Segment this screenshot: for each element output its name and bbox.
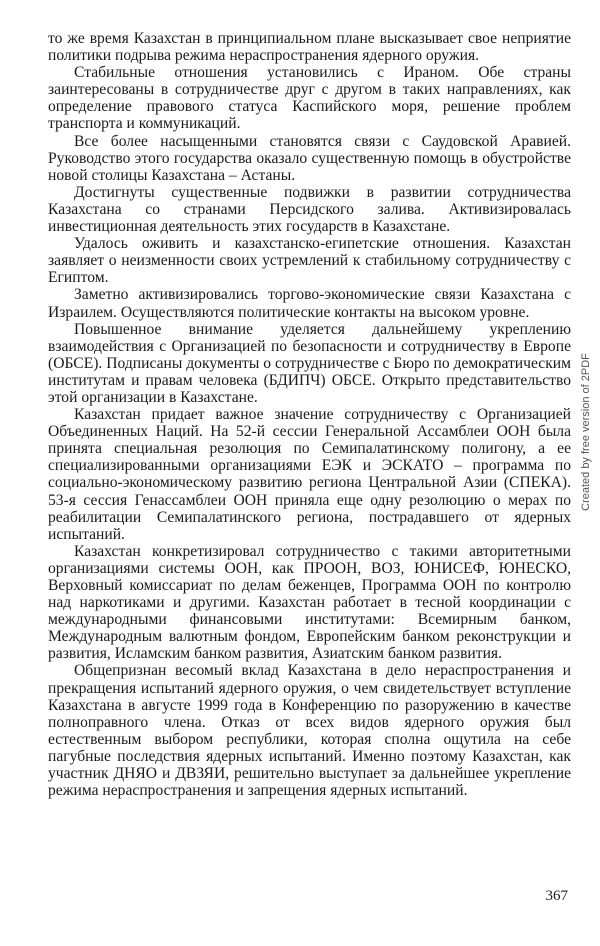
- paragraph: Общепризнан весомый вклад Казахстана в дело нераспространения и прекращения испытаний ядерного оружия, о чем свидетельствует вступление Казахстана в августе 1999 года в Конференцию по разоружению в качестве полноправного члена. Отказ от всех видов ядерного оружия был естественным выбором республики, которая сполна ощутила на себе пагубные последствия ядерных испытаний. Именно поэтому Казахстан, как участник ДНЯО и ДВЗЯИ, решительно выступает за дальнейшее укрепление режима нераспространения и запрещения ядерных испытаний.: [48, 662, 571, 800]
- paragraph: Все более насыщенными становятся связи с Саудовской Аравией. Руководство этого государства оказало существенную помощь в обустройстве новой столицы Казахстана – Астаны.: [48, 132, 571, 184]
- watermark-text: Created by free version of 2PDF: [580, 353, 592, 511]
- paragraph: Достигнуты существенные подвижки в развитии сотрудничества Казахстана со странами Персидского залива. Активизировалась инвестиционная деятельность этих государств в Казахстане.: [48, 183, 571, 236]
- page-number: 367: [545, 888, 568, 904]
- paragraph: Повышенное внимание уделяется дальнейшему укреплению взаимодействия с Организацией по безопасности и сотрудничеству в Европе (ОБСЕ). Подписаны документы о сотрудничестве с Бюро по демократическим институтам и правам человека (БДИПЧ) ОБСЕ. Открыто представительство этой организации в Казахстане.: [48, 320, 571, 406]
- paragraph: Удалось оживить и казахстанско-египетские отношения. Казахстан заявляет о неизменности своих устремлений к стабильному сотрудничеству с Египтом.: [48, 235, 571, 287]
- paragraph: Стабильные отношения установились с Ираном. Обе страны заинтересованы в сотрудничестве друг с другом в таких направлениях, как определение правового статуса Каспийского моря, решение проблем транспорта и коммуникаций.: [48, 64, 571, 133]
- body-text: [48, 30, 571, 799]
- paragraph: Казахстан конкретизировал сотрудничество с такими авторитетными организациями системы ООН, как ПРООН, ВОЗ, ЮНИСЕФ, ЮНЕСКО, Верховный комиссариат по делам беженцев, Программа ООН по контролю над наркотиками и другими. Казахстан работает в тесной координации с международными финансовыми институтами: Всемирным банком, Международным валютным фондом, Европейским банком реконструкции и развития, Исламским банком развития, Азиатским банком развития.: [48, 542, 571, 663]
- paragraph: то же время Казахстан в принципиальном плане высказывает свое неприятие политики подрыва режима нераспространения ядерного оружия.: [48, 30, 571, 65]
- paragraph: Казахстан придает важное значение сотрудничеству с Организацией Объединенных Наций. На 52-й сессии Генеральной Ассамблеи ООН была принята специальная резолюция по Семипалатинскому полигону, а ее специализированными организациями ЕЭК и ЭСКАТО – программа по социально-экономическому развитию региона Центральной Азии (СПЕКА). 53-я сессия Генассамблеи ООН приняла еще одну резолюцию о мерах по реабилитации Семипалатинского региона, пострадавшего от ядерных испытаний.: [48, 406, 571, 543]
- paragraph: Заметно активизировались торгово-экономические связи Казахстана с Израилем. Осуществляются политические контакты на высоком уровне.: [48, 286, 571, 321]
